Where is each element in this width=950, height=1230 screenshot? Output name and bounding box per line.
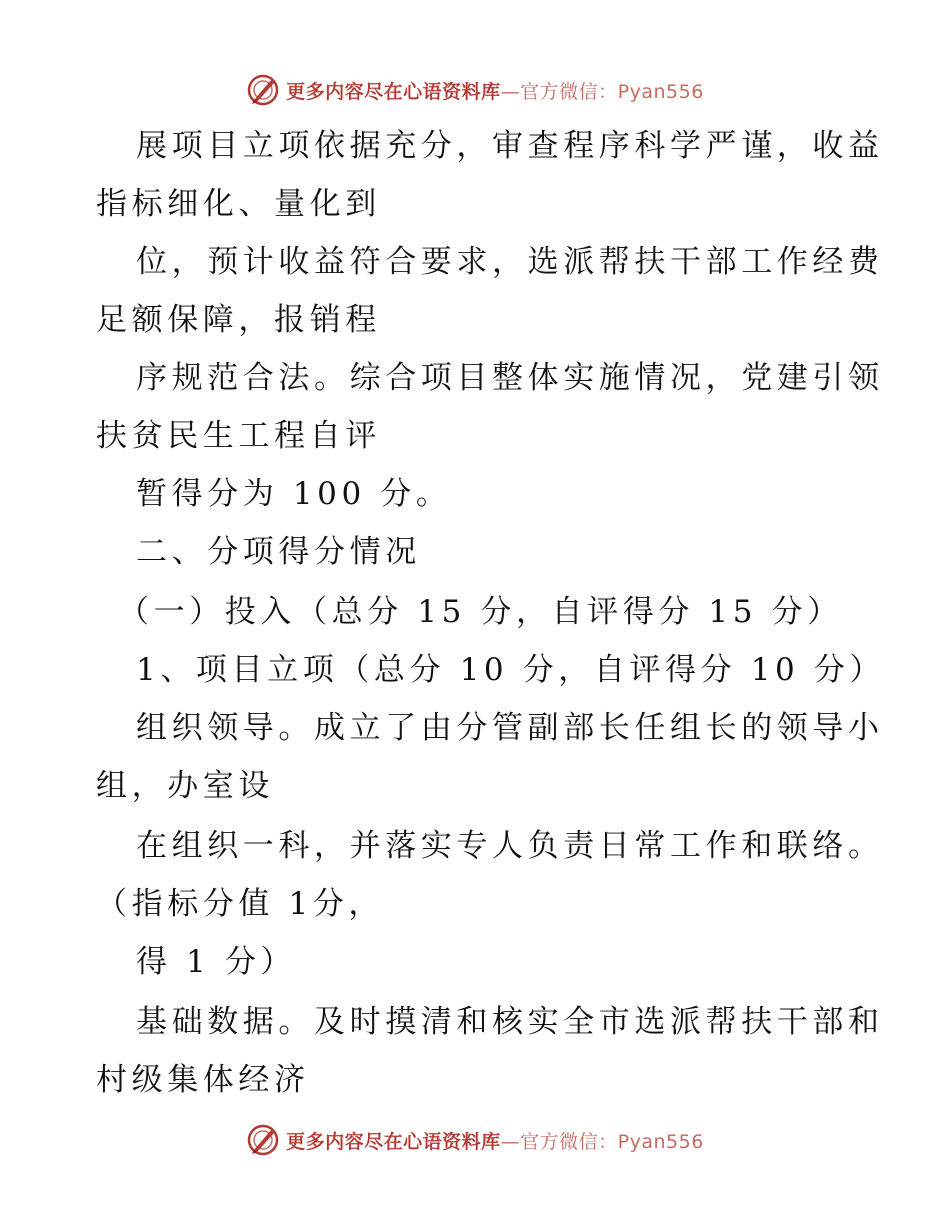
paragraph-line: 组织领导。成立了由分管副部长任组长的领导小 [136, 710, 884, 746]
watermark-contact: 官方微信：Pyan556 [520, 80, 704, 103]
pen-logo-icon [246, 1123, 280, 1157]
paragraph-line: （指标分值 1分， [96, 886, 384, 922]
paragraph-line: 指标细化、量化到 [96, 186, 381, 222]
watermark-separator: — [500, 1130, 521, 1153]
paragraph-line: 在组织一科，并落实专人负责日常工作和联络。 [136, 828, 884, 864]
watermark-site-name: 更多内容尽在心语资料库 [286, 80, 501, 103]
watermark-footer [0, 1120, 950, 1160]
item-heading: 1、项目立项（总分 10 分，自评得分 10 分） [136, 652, 886, 688]
paragraph-line: 暂得分为 100 分。 [136, 476, 452, 512]
paragraph-line: 村级集体经济 [96, 1062, 310, 1098]
paragraph-line: 基础数据。及时摸清和核实全市选派帮扶干部和 [136, 1004, 884, 1040]
watermark-site-name: 更多内容尽在心语资料库 [286, 1130, 501, 1153]
section-heading: 二、分项得分情况 [136, 534, 421, 570]
watermark-separator: — [500, 80, 521, 103]
paragraph-line: 展项目立项依据充分，审查程序科学严谨，收益 [136, 128, 884, 164]
watermark-text [286, 1127, 704, 1154]
paragraph-line: 得 1 分） [136, 944, 297, 980]
paragraph-line: 位，预计收益符合要求，选派帮扶干部工作经费 [136, 244, 884, 280]
paragraph-line: 序规范合法。综合项目整体实施情况，党建引领 [136, 360, 884, 396]
paragraph-line: 组，办室设 [96, 768, 274, 804]
watermark-footer-inner [246, 1123, 704, 1157]
subsection-heading: （一）投入（总分 15 分，自评得分 15 分） [118, 594, 843, 630]
watermark-contact: 官方微信：Pyan556 [520, 1130, 704, 1153]
paragraph-line: 足额保障，报销程 [96, 302, 381, 338]
paragraph-line: 扶贫民生工程自评 [96, 418, 381, 454]
